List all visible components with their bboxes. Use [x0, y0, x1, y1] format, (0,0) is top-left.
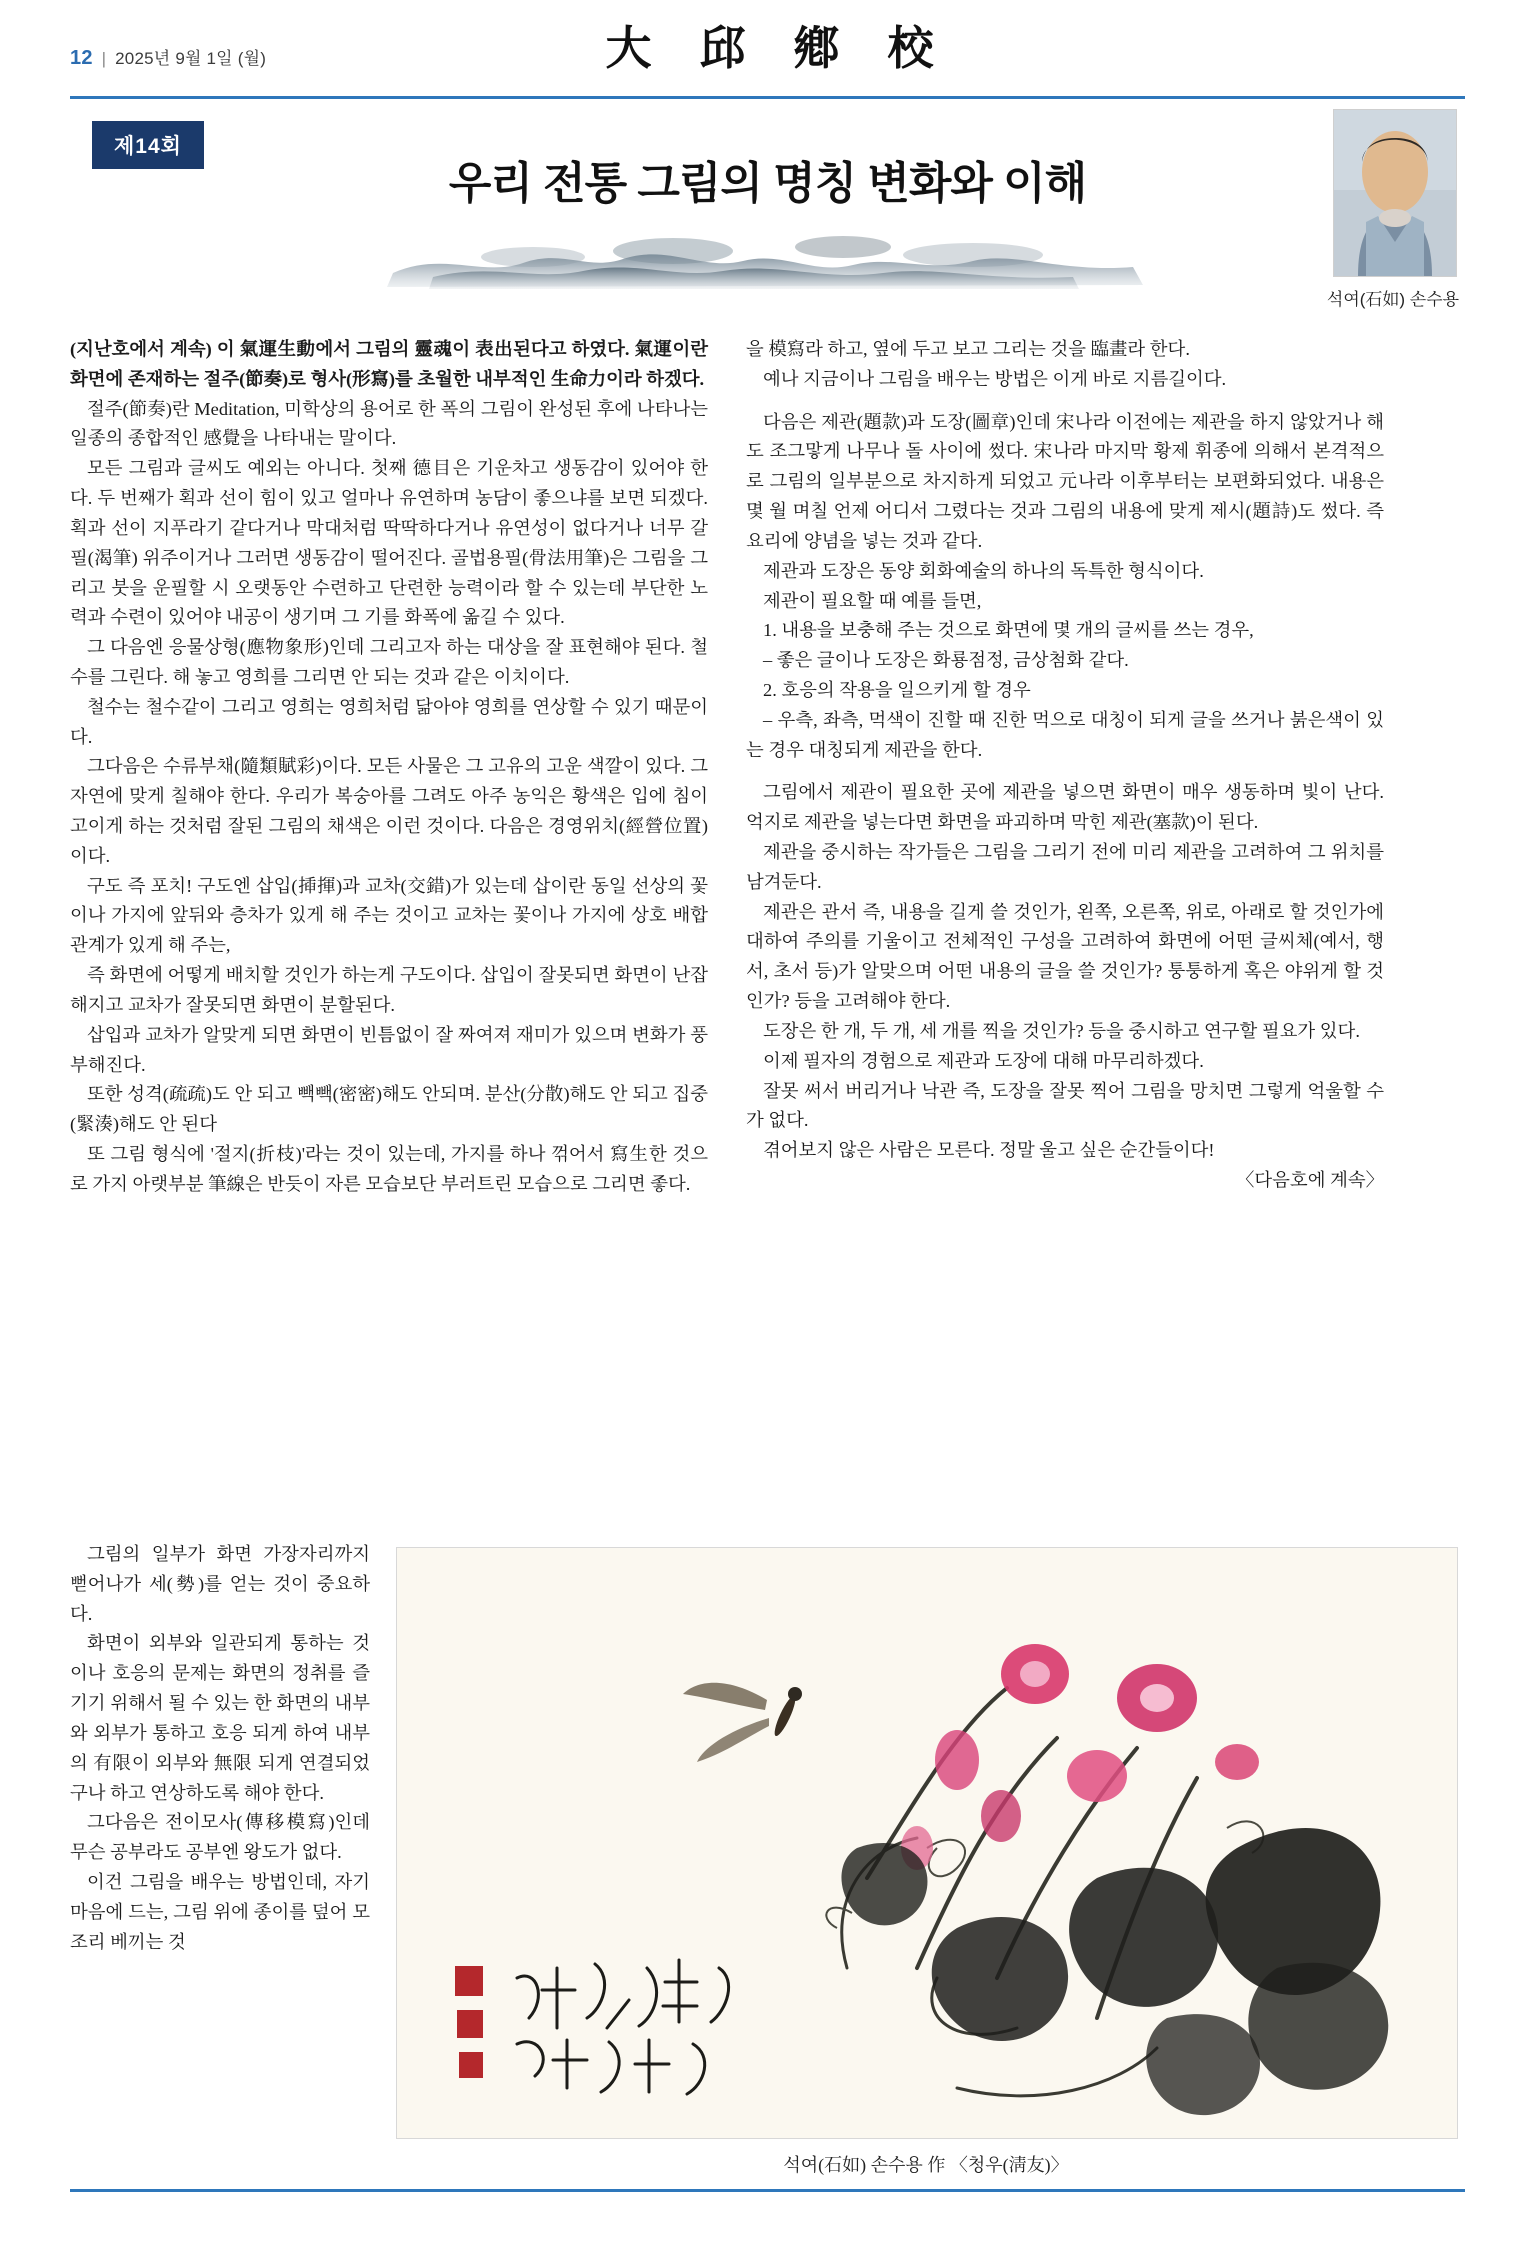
- paragraph: 즉 화면에 어떻게 배치할 것인가 하는게 구도이다. 삽입이 잘못되면 화면이 난잡해지고 교차가 잘못되면 화면이 분할된다.: [70, 965, 708, 1015]
- paragraph: (지난호에서 계속) 이 氣運生動에서 그림의 靈魂이 表出된다고 하였다. 氣運이란 화면에 존재하는 절주(節奏)로 형사(形寫)를 초월한 내부적인 生命力이라 하겠다.: [70, 339, 708, 389]
- paragraph: 그다음은 수류부채(隨類賦彩)이다. 모든 사물은 그 고유의 고운 색깔이 있다. 그 자연에 맞게 칠해야 한다. 우리가 복숭아를 그려도 아주 농익은 황색은 입에 침이 고이게 하는 것처럼 잘된 그림의 채색은 이런 것이다. 다음은 경영위치(經營位置)이다.: [70, 756, 708, 866]
- masthead-title: 大 邱 鄕 校: [605, 21, 950, 75]
- paragraph: 그림의 일부가 화면 가장자리까지 뻗어나가 세(勢)를 얻는 것이 중요하다.: [70, 1544, 370, 1624]
- author-portrait-icon: [1334, 110, 1456, 276]
- issue-badge: 제14회: [92, 121, 204, 169]
- column-left: [70, 335, 708, 1200]
- paragraph: 이건 그림을 배우는 방법인데, 자기 마음에 드는, 그림 위에 종이를 덮어 모조리 베끼는 것: [70, 1871, 370, 1952]
- author-name: 석여(石如) 손수용: [1326, 290, 1460, 309]
- footer-rule: [70, 2189, 1465, 2192]
- paragraph: 또 그림 형식에 '절지(折枝)'라는 것이 있는데, 가지를 하나 꺾어서 寫生한 것으로 가지 아랫부분 筆線은 반듯이 자른 모습보단 부러트린 모습으로 그리면 좋다.: [70, 1143, 708, 1194]
- paragraph: 또한 성격(疏疏)도 안 되고 빽빽(密密)해도 안되며. 분산(分散)해도 안 되고 집중(緊湊)해도 안 된다: [70, 1084, 708, 1135]
- paragraph: 화면이 외부와 일관되게 통하는 것이나 호응의 문제는 화면의 정취를 즐기기 위해서 될 수 있는 한 화면의 내부와 외부가 통하고 호응 되게 하여 내부의 有限이 외부와 無限 되게 연결되었구나 하고 연상하도록 해야 한다.: [70, 1633, 370, 1803]
- page-number: 12: [70, 47, 93, 69]
- paragraph: 겪어보지 않은 사람은 모른다. 정말 울고 싶은 순간들이다!: [763, 1140, 1215, 1161]
- paragraph: 제관과 도장은 동양 회화예술의 하나의 독특한 형식이다.: [763, 560, 1204, 581]
- paragraph: – 좋은 글이나 도장은 화룡점정, 금상첨화 같다.: [763, 650, 1129, 671]
- headline-area: [70, 99, 1465, 329]
- artwork-figure: [396, 1547, 1456, 2177]
- continuation-note: 〈다음호에 계속〉: [1236, 1169, 1384, 1190]
- paragraph: 철수는 철수같이 그리고 영희는 영희처럼 닮아야 영희를 연상할 수 있기 때문이다.: [70, 696, 709, 747]
- artwork-caption: 석여(石如) 손수용 作 〈청우(淸友)〉: [783, 2155, 1069, 2175]
- issue-date: 2025년 9월 1일 (월): [115, 49, 267, 68]
- column-left-tail: [70, 1540, 370, 1957]
- paragraph: 다음은 제관(題款)과 도장(圖章)인데 宋나라 이전에는 제관을 하지 않았거나 해도 조그맣게 나무나 돌 사이에 썼다. 宋나라 마지막 황제 휘종에 의해서 본격적으로 그림의 일부분으로 차지하게 되었고 元나라 이후부터는 보편화되었다. 내용은 몇 월 며칠 언제 어디서 그렸다는 것과 그림의 내용에 맞게 제시(題詩)도 썼다. 즉 요리에 양념을 넣는 것과 같다.: [746, 411, 1384, 551]
- paragraph: 예나 지금이나 그림을 배우는 방법은 이게 바로 지름길이다.: [763, 368, 1227, 389]
- page-title: 우리 전통 그림의 명칭 변화와 이해: [448, 159, 1087, 208]
- author-photo: [1333, 109, 1457, 277]
- folio: [70, 44, 266, 70]
- paragraph: 모든 그림과 글씨도 예외는 아니다. 첫째 德目은 기운차고 생동감이 있어야 한다. 두 번째가 획과 선이 힘이 있고 얼마나 유연하며 농담이 좋으냐를 보면 되겠다. 획과 선이 지푸라기 같다거나 막대처럼 딱딱하다거나 유연성이 없다거나 너무 갈필(渴筆) 위주이거나 그러면 생동감이 떨어진다. 골법용필(骨法用筆)은 그림을 그리고 붓을 운필할 시 오랫동안 수련하고 단련한 능력이라 할 수 있는데 부단한 노력과 수련이 있어야 내공이 생기며 그 기를 화폭에 옮길 수 있다.: [70, 458, 708, 628]
- paragraph: 제관을 중시하는 작가들은 그림을 그리기 전에 미리 제관을 고려하여 그 위치를 남겨둔다.: [746, 842, 1385, 892]
- paragraph: 그다음은 전이모사(傳移模寫)인데 무슨 공부라도 공부엔 왕도가 없다.: [70, 1812, 370, 1863]
- artwork-image: [396, 1547, 1458, 2139]
- ink-wash-decoration: [373, 211, 1163, 297]
- paragraph: 제관이 필요할 때 예를 들면,: [763, 590, 982, 611]
- paragraph: 그 다음엔 응물상형(應物象形)인데 그리고자 하는 대상을 잘 표현해야 된다. 철수를 그린다. 해 놓고 영희를 그리면 안 되는 것과 같은 이치이다.: [70, 637, 708, 687]
- article-columns: [70, 335, 1465, 1200]
- paragraph: 구도 즉 포치! 구도엔 삽입(揷揮)과 교차(交錯)가 있는데 삽이란 동일 선상의 꽃이나 가지에 앞뒤와 층차가 있게 해 주는 것이고 교차는 꽃이나 가지에 상호 배합 관계가 있게 해 주는,: [70, 875, 708, 956]
- paragraph: 제관은 관서 즉, 내용을 길게 쓸 것인가, 왼쪽, 오른쪽, 위로, 아래로 할 것인가에 대하여 주의를 기울이고 전체적인 구성을 고려하여 화면에 어떤 글씨체(예서, 행서, 초서 등)가 알맞으며 어떤 내용의 글을 쓸 것인가? 퉁퉁하게 혹은 야위게 할 것인가? 등을 고려해야 한다.: [746, 901, 1384, 1012]
- paragraph: 삽입과 교차가 알맞게 되면 화면이 빈틈없이 잘 짜여져 재미가 있으며 변화가 풍부해진다.: [70, 1024, 708, 1075]
- paragraph: 그림에서 제관이 필요한 곳에 제관을 넣으면 화면이 매우 생동하며 빛이 난다. 억지로 제관을 넣는다면 화면을 파괴하며 막힌 제관(塞款)이 된다.: [746, 782, 1384, 833]
- paragraph: 절주(節奏)란 Meditation, 미학상의 용어로 한 폭의 그림이 완성된 후에 나타나는 일종의 종합적인 感覺을 나타내는 말이다.: [70, 398, 708, 449]
- paragraph: 이제 필자의 경험으로 제관과 도장에 대해 마무리하겠다.: [763, 1050, 1204, 1071]
- paragraph: 2. 호응의 작용을 일으키게 할 경우: [763, 679, 1031, 700]
- ink-painting-icon: [397, 1548, 1457, 2138]
- paragraph: 도장은 한 개, 두 개, 세 개를 찍을 것인가? 등을 중시하고 연구할 필요가 있다.: [763, 1020, 1360, 1041]
- paragraph: 1. 내용을 보충해 주는 것으로 화면에 몇 개의 글씨를 쓰는 경우,: [763, 620, 1254, 641]
- column-right: [746, 335, 1384, 1200]
- paragraph: – 우측, 좌측, 먹색이 진할 때 진한 먹으로 대칭이 되게 글을 쓰거나 붉은색이 있는 경우 대칭되게 제관을 한다.: [746, 709, 1384, 760]
- paragraph-spacer: [746, 765, 1384, 778]
- paragraph-spacer: [746, 395, 1384, 408]
- paragraph: 을 模寫라 하고, 옆에 두고 보고 그리는 것을 臨畫라 한다.: [746, 339, 1190, 359]
- folio-separator: |: [101, 49, 107, 68]
- masthead: [70, 0, 1465, 92]
- paragraph: 잘못 써서 버리거나 낙관 즉, 도장을 잘못 찍어 그림을 망치면 그렇게 억울할 수가 없다.: [746, 1080, 1384, 1131]
